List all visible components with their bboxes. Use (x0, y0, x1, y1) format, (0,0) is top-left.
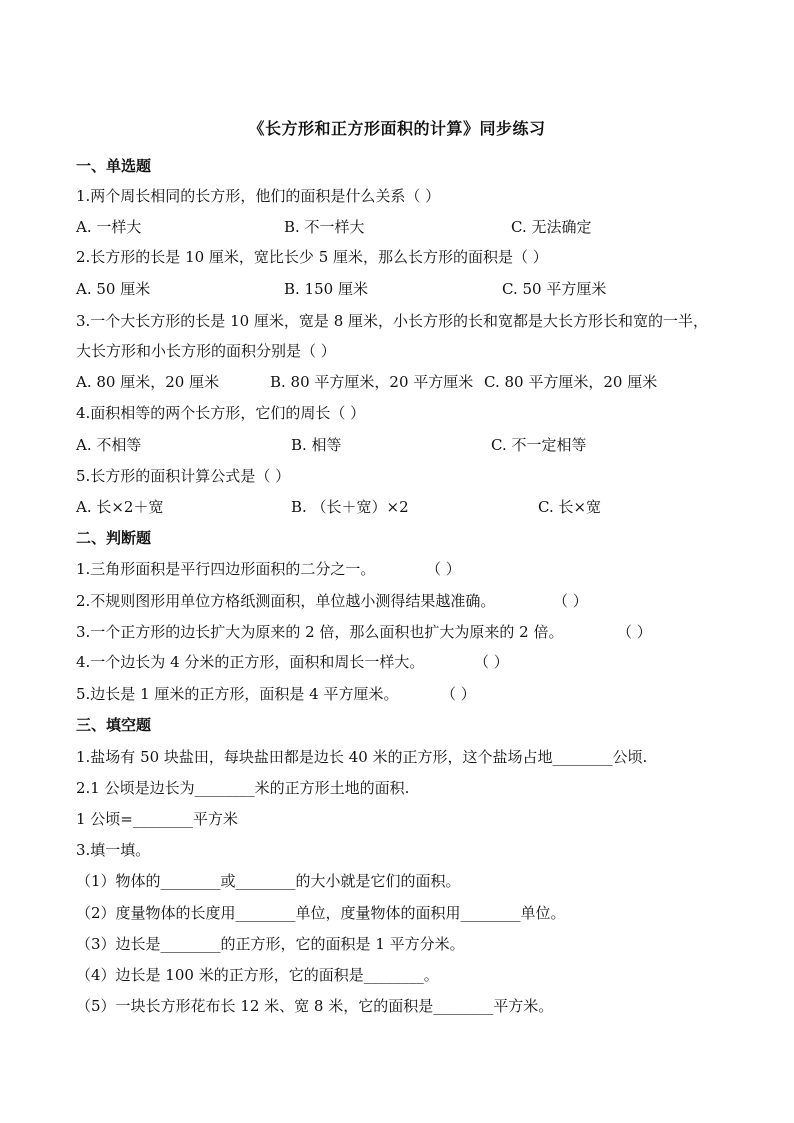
fill-question-3-4: （4）边长是 100 米的正方形，它的面积是________。 (76, 966, 439, 984)
mc-2-option-c: C. 50 平方厘米 (502, 280, 607, 298)
section-heading-true-false: 二、判断题 (76, 529, 152, 547)
mc-5-option-a: A. 长×2＋宽 (76, 498, 164, 516)
mc-1-option-b: B. 不一样大 (284, 218, 365, 236)
fill-question-3-intro: 3.填一填。 (76, 841, 151, 859)
tf-statement-3: 3.一个正方形的边长扩大为原来的 2 倍，那么面积也扩大为原来的 2 倍。 (76, 623, 564, 641)
mc-question-5: 5.长方形的面积计算公式是（ ） (76, 467, 291, 485)
tf-statement-2: 2.不规则图形用单位方格纸测面积，单位越小测得结果越准确。 (76, 592, 496, 610)
tf-5-answer-paren[interactable]: （ ） (441, 685, 476, 703)
mc-2-option-a: A. 50 厘米 (76, 280, 151, 298)
section-heading-fill-blank: 三、填空题 (76, 716, 152, 734)
tf-4-answer-paren[interactable]: （ ） (474, 653, 509, 671)
mc-4-option-a: A. 不相等 (76, 436, 142, 454)
tf-statement-4: 4.一个边长为 4 分米的正方形，面积和周长一样大。 (76, 653, 425, 671)
mc-5-option-b: B. （长＋宽）×2 (291, 498, 409, 516)
fill-question-3-2: （2）度量物体的长度用________单位，度量物体的面积用________单位。 (76, 904, 566, 922)
fill-question-2: 2.1 公顷是边长为________米的正方形土地的面积. (76, 779, 410, 797)
mc-2-option-b: B. 150 厘米 (284, 280, 368, 298)
tf-statement-1: 1.三角形面积是平行四边形面积的二分之一。 (76, 560, 376, 578)
mc-5-option-c: C. 长×宽 (538, 498, 602, 516)
mc-4-option-c: C. 不一定相等 (491, 436, 587, 454)
fill-question-2b: 1 公顷=________平方米 (76, 810, 238, 828)
mc-question-3-line1: 3.一个大长方形的长是 10 厘米，宽是 8 厘米，小长方形的长和宽都是大长方形长和宽的一半， (76, 312, 709, 330)
mc-1-option-c: C. 无法确定 (511, 218, 592, 236)
mc-3-option-b: B. 80 平方厘米，20 平方厘米 (270, 373, 474, 391)
fill-question-3-1: （1）物体的________或________的大小就是它们的面积。 (76, 872, 461, 890)
fill-question-3-3: （3）边长是________的正方形，它的面积是 1 平方分米。 (76, 935, 465, 953)
mc-question-2: 2.长方形的长是 10 厘米，宽比长少 5 厘米，那么长方形的面积是（ ） (76, 248, 548, 266)
mc-question-1: 1.两个周长相同的长方形，他们的面积是什么关系（ ） (76, 187, 441, 205)
tf-statement-5: 5.边长是 1 厘米的正方形，面积是 4 平方厘米。 (76, 685, 399, 703)
mc-3-option-a: A. 80 厘米，20 厘米 (76, 373, 220, 391)
mc-1-option-a: A. 一样大 (76, 218, 142, 236)
tf-1-answer-paren[interactable]: （ ） (426, 560, 461, 578)
section-heading-single-choice: 一、单选题 (76, 157, 152, 175)
tf-2-answer-paren[interactable]: （ ） (553, 592, 588, 610)
mc-3-option-c: C. 80 平方厘米，20 厘米 (484, 373, 658, 391)
tf-3-answer-paren[interactable]: （ ） (617, 623, 652, 641)
mc-question-4: 4.面积相等的两个长方形，它们的周长（ ） (76, 404, 366, 422)
page-title: 《长方形和正方形面积的计算》同步练习 (248, 119, 546, 138)
fill-question-1: 1.盐场有 50 块盐田，每块盐田都是边长 40 米的正方形，这个盐场占地________公顷. (76, 748, 648, 766)
mc-4-option-b: B. 相等 (291, 436, 342, 454)
fill-question-3-5: （5）一块长方形花布长 12 米、宽 8 米，它的面积是________平方米。 (76, 997, 554, 1015)
mc-question-3-line2: 大长方形和小长方形的面积分别是（ ） (76, 342, 336, 360)
